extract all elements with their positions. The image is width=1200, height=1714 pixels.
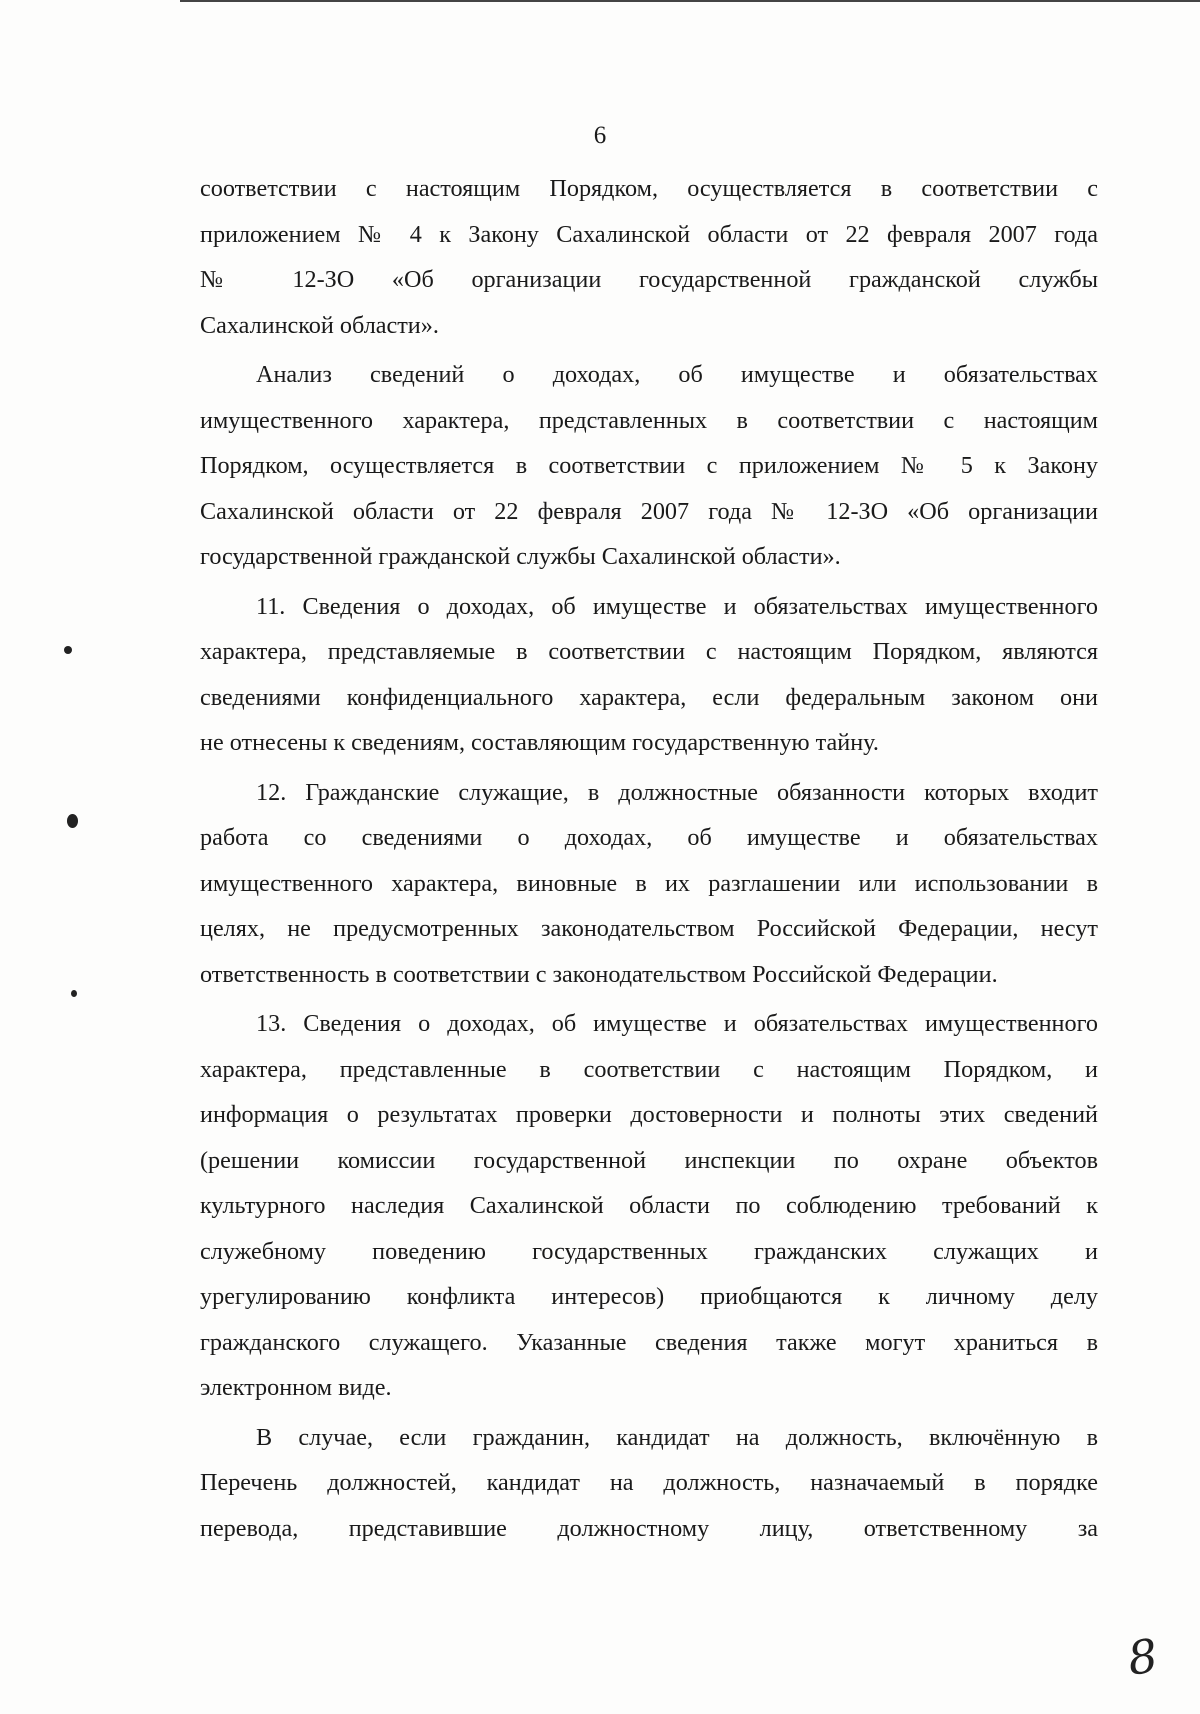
text-line: имущественного характера, представленных в соответствии с настоящим (200, 406, 1098, 434)
text-line: ответственность в соответствии с законодательством Российской Федерации. (200, 960, 998, 988)
text-line: 12. Гражданские служащие, в должностные обязанности которых входит (256, 778, 1098, 806)
paragraph (200, 1415, 1098, 1552)
text-line: (решении комиссии государственной инспекции по охране объектов (200, 1146, 1098, 1174)
text-line: работа со сведениями о доходах, об имуществе и обязательствах (200, 824, 1098, 851)
paragraph (200, 352, 1098, 580)
text-line: урегулированию конфликта интересов) приобщаются к личному делу (200, 1283, 1098, 1310)
text-line: электронном виде. (200, 1374, 392, 1401)
text-line: не отнесены к сведениям, составляющим государственную тайну. (200, 729, 879, 756)
text-line: характера, представленные в соответствии с настоящим Порядком, и (200, 1055, 1098, 1083)
text-line: служебному поведению государственных гражданских служащих и (200, 1237, 1098, 1265)
text-line: гражданского служащего. Указанные сведения также могут храниться в (200, 1328, 1098, 1356)
scan-top-edge (180, 0, 1200, 2)
scan-speck (71, 990, 77, 997)
text-line: культурного наследия Сахалинской области по соблюдению требований к (200, 1192, 1098, 1219)
text-line: В случае, если гражданин, кандидат на должность, включённую в (256, 1423, 1098, 1451)
paragraph (200, 166, 1098, 348)
text-line: Сахалинской области». (200, 311, 439, 339)
scan-speck (64, 646, 72, 654)
handwritten-page-mark: 8 (1124, 1628, 1161, 1686)
text-line: характера, представляемые в соответствии с настоящим Порядком, являются (200, 638, 1098, 665)
text-line: соответствии с настоящим Порядком, осуществляется в соответствии с (200, 175, 1098, 202)
text-line: Анализ сведений о доходах, об имуществе и обязательствах (256, 361, 1098, 388)
paragraph (200, 584, 1098, 766)
scan-speck (67, 814, 78, 828)
text-line: Перечень должностей, кандидат на должность, назначаемый в порядке (200, 1469, 1098, 1496)
text-line: 13. Сведения о доходах, об имуществе и обязательствах имущественного (256, 1010, 1098, 1037)
text-line: государственной гражданской службы Сахалинской области». (200, 543, 841, 570)
text-line: имущественного характера, виновные в их разглашении или использовании в (200, 869, 1098, 897)
document-body (200, 166, 1098, 1551)
text-line: Сахалинской области от 22 февраля 2007 года № 12-ЗО «Об организации (200, 497, 1098, 525)
paragraph (200, 1001, 1098, 1411)
text-line: № 12-ЗО «Об организации государственной гражданской службы (200, 266, 1098, 293)
text-line: приложением № 4 к Закону Сахалинской области от 22 февраля 2007 года (200, 220, 1098, 248)
text-line: сведениями конфиденциального характера, если федеральным законом они (200, 683, 1098, 711)
text-line: перевода, представившие должностному лицу, ответственному за (200, 1514, 1098, 1542)
text-line: Порядком, осуществляется в соответствии с приложением № 5 к Закону (200, 452, 1098, 479)
text-line: 11. Сведения о доходах, об имуществе и обязательствах имущественного (256, 592, 1098, 620)
page-number: 6 (593, 122, 607, 149)
paragraph (200, 770, 1098, 998)
text-line: целях, не предусмотренных законодательством Российской Федерации, несут (200, 915, 1098, 942)
text-line: информация о результатах проверки достоверности и полноты этих сведений (200, 1101, 1098, 1128)
